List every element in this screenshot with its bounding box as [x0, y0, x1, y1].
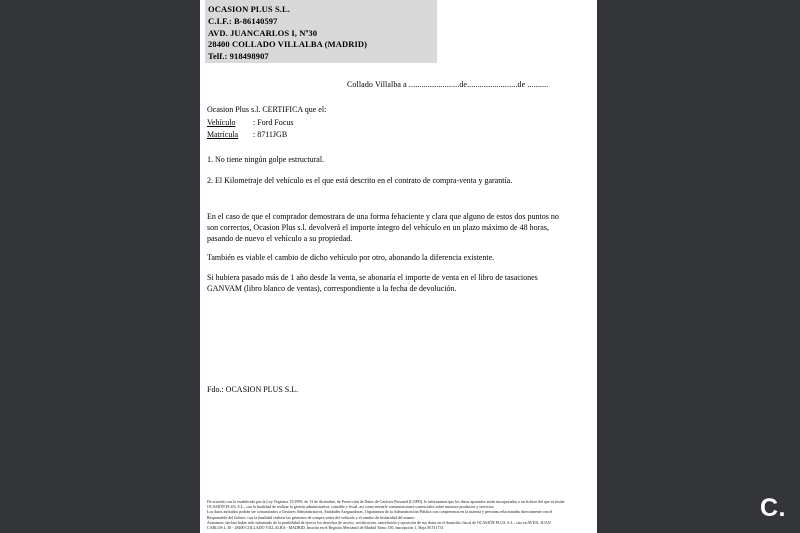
company-name: OCASION PLUS S.L. [208, 4, 290, 14]
company-address: AVD. JUANCARLOS I, Nº30 [208, 27, 318, 38]
exchange-paragraph: También es viable el cambio de dicho vehículo por otro, abonando la diferencia existente. [207, 253, 495, 262]
ganvam-paragraph-line: Si hubiera pasado más de 1 año desde la venta, se abonaría el importe de venta en el libro de tasaciones [207, 273, 538, 282]
certify-block [207, 104, 326, 142]
ganvam-paragraph-line: GANVAM (libro blanco de ventas), correspondiente a la fecha de devolución. [207, 284, 457, 293]
legal-footer-line: Asimismo, declara haber sido informado de la posibilidad de ejercer los derechos de acceso, rectificación, cancelación y oposición de sus datos en el domicilio fiscal de OCASIÓN PLUS, S.L., sito en AVDA. JUAN [207, 519, 551, 525]
legal-footer-line: De acuerdo con lo establecido por la Ley Orgánica 15/1999, de 13 de diciembre, de Protección de Datos de Carácter Personal (LOPD), le informamos que los datos aportados serán incorporados a un fichero del que es titular [207, 499, 565, 504]
legal-footer-line: Los datos incluidos podrán ser comunicados a Gestores Administrativos, Entidades Aseguradoras, Organismos de la Administración Pública con competencia en la materia y personas relacionadas directamente con el [207, 509, 553, 515]
signature-line: Fdo.: OCASION PLUS S.L. [207, 385, 299, 394]
ganvam-paragraph [207, 272, 538, 294]
company-header-block [205, 0, 437, 63]
vehicle-label: Vehículo [207, 117, 236, 127]
certified-point-1: 1. No tiene ningún golpe estructural. [207, 155, 325, 164]
company-phone: Telf.: 918498907 [208, 51, 269, 62]
company-cif: C.I.F.: B-86140597 [208, 15, 278, 26]
refund-paragraph-line: En el caso de que el comprador demostrara de una forma fehaciente y clara que alguno de estos dos puntos no [207, 212, 559, 221]
plate-row [207, 129, 326, 142]
legal-footer-line: CARLOS I, 30 - 28400 COLLADO VILLALBA - MADRID. Inscrita en el Registro Mercantil de Madrid Tomo 150, Inscripción 1, Hoja M 511731 [207, 525, 444, 531]
refund-paragraph [207, 211, 559, 244]
legal-footer [207, 499, 593, 530]
date-line: Collado Villalba a ........................de........................de .......... [347, 80, 549, 89]
legal-footer-line: Responsable del fichero, con la finalidad realizar las gestiones de compra venta del vehículo y el cambio de titularidad del mismo. [207, 514, 416, 520]
refund-paragraph-line: pasando de nuevo el vehículo a su propiedad. [207, 234, 353, 243]
vehicle-row [207, 117, 326, 130]
plate-label: Matrícula [207, 130, 239, 139]
certified-point-2: 2. El Kilometraje del vehículo es el que está descrito en el contrato de compra-venta y garantía. [207, 176, 513, 185]
certify-intro: Ocasion Plus s.l. CERTIFICA que el: [207, 105, 327, 114]
refund-paragraph-line: son correctos, Ocasion Plus s.l. devolverá el importe íntegro del vehículo en un plazo máximo de 48 horas, [207, 223, 549, 232]
coches-logo: C. [760, 494, 786, 522]
vehicle-value: : Ford Focus [253, 117, 294, 127]
certificate-document [200, 0, 597, 533]
plate-value: : 8711JGB [253, 130, 288, 139]
legal-footer-line: OCASIÓN PLUS, S.L., con la finalidad de realizar la gestión administrativa, contable y fiscal, así como enviarle comunicaciones comerciales sobre nuestros productos y servicios. [207, 504, 495, 510]
company-city: 28400 COLLADO VILLALBA (MADRID) [208, 39, 368, 50]
